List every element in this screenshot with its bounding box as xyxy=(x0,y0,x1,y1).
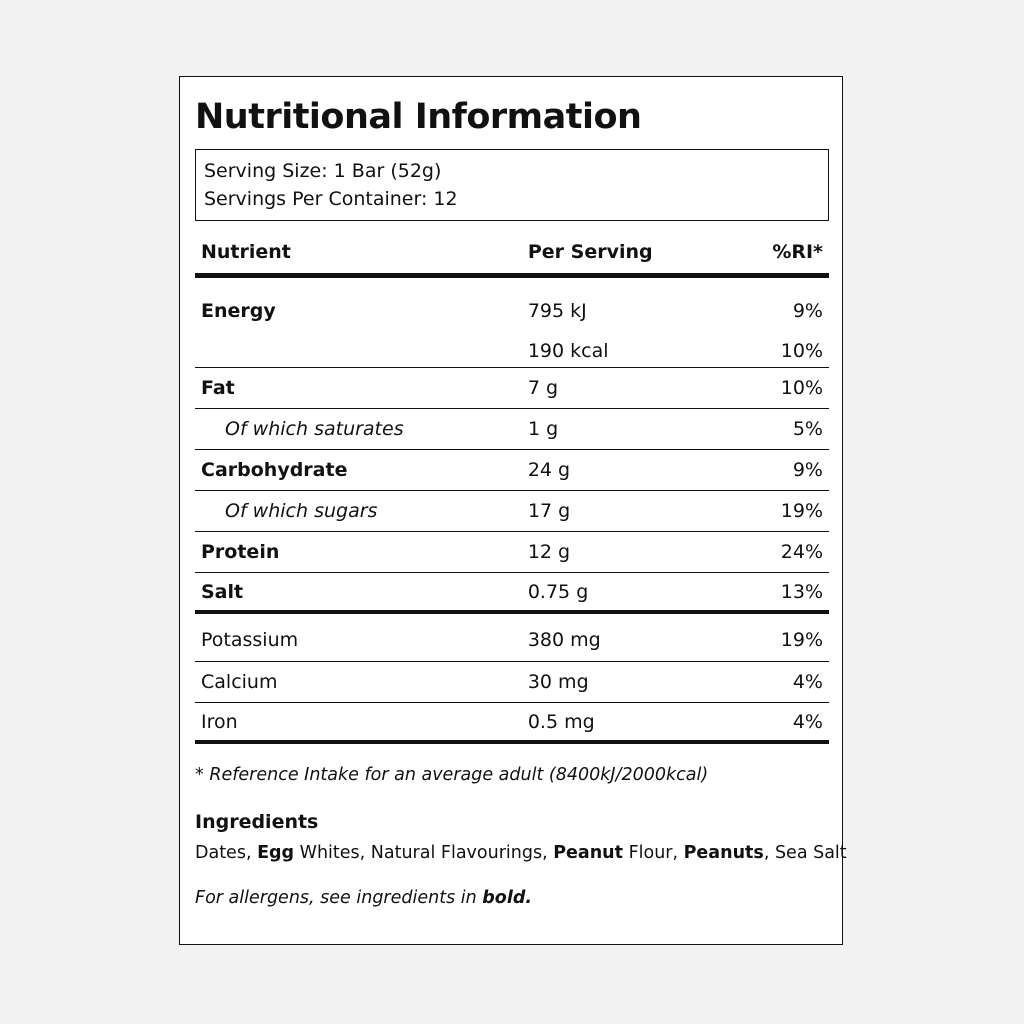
allergen-note-text: For allergens, see ingredients in xyxy=(195,888,483,908)
ri-footnote: * Reference Intake for an average adult (8400kJ/2000kcal) xyxy=(195,765,709,785)
nutrition-label xyxy=(179,76,847,945)
nutrient-name: Salt xyxy=(201,580,244,603)
nutrient-value: 12 g xyxy=(527,541,571,563)
table-row-salt xyxy=(195,573,829,614)
nutrient-name: Fat xyxy=(201,377,235,399)
nutrient-ri: 9% xyxy=(792,300,823,322)
nutrient-value: 30 mg xyxy=(527,671,589,693)
serving-info-box xyxy=(195,149,829,221)
ingredients-list xyxy=(195,843,847,863)
table-row-iron xyxy=(195,703,829,744)
ingredient-text: , Sea Salt xyxy=(763,843,847,863)
table-row-calcium xyxy=(195,662,829,703)
allergen-ingredient: Peanuts xyxy=(683,843,764,863)
table-row-energy-kcal xyxy=(195,334,829,368)
nutrient-name: Of which sugars xyxy=(225,500,378,522)
nutrient-name: Of which saturates xyxy=(225,418,404,440)
table-row-carbohydrate xyxy=(195,450,829,491)
nutrient-name: Energy xyxy=(201,300,276,322)
allergen-ingredient: Peanut xyxy=(553,843,623,863)
allergen-note xyxy=(195,888,532,908)
nutrient-value: 795 kJ xyxy=(527,300,587,322)
nutrient-name: Calcium xyxy=(201,671,278,693)
label-title: Nutritional Information xyxy=(195,97,642,137)
nutrient-name: Potassium xyxy=(201,628,299,651)
nutrient-value: 380 mg xyxy=(527,628,601,651)
ingredient-text: Dates, xyxy=(195,843,258,863)
nutrient-value: 1 g xyxy=(527,418,559,440)
nutrition-table xyxy=(195,231,829,744)
servings-per-container: Servings Per Container: 12 xyxy=(204,188,458,210)
ingredients-heading: Ingredients xyxy=(195,811,319,833)
nutrient-ri: 13% xyxy=(780,580,823,603)
nutrient-ri: 19% xyxy=(780,500,823,522)
nutrient-ri: 5% xyxy=(792,418,823,440)
header-nutrient: Nutrient xyxy=(201,241,291,263)
nutrient-value: 0.75 g xyxy=(527,580,589,603)
nutrient-value: 7 g xyxy=(527,377,559,399)
nutrient-ri: 4% xyxy=(792,710,823,733)
nutrient-name: Carbohydrate xyxy=(201,459,348,481)
table-row-sugars xyxy=(195,491,829,532)
header-ri: %RI* xyxy=(772,241,823,263)
table-header xyxy=(195,231,829,278)
serving-size: Serving Size: 1 Bar (52g) xyxy=(204,160,442,182)
nutrient-name: Iron xyxy=(201,710,238,733)
nutrient-ri: 10% xyxy=(780,339,823,362)
nutrient-ri: 24% xyxy=(780,541,823,563)
ingredient-text: Whites, Natural Flavourings, xyxy=(294,843,554,863)
header-per-serving: Per Serving xyxy=(527,241,653,263)
nutrient-value: 190 kcal xyxy=(527,339,609,362)
nutrient-value: 0.5 mg xyxy=(527,710,595,733)
table-row-energy-kj xyxy=(195,278,829,334)
allergen-ingredient: Egg xyxy=(257,843,295,863)
nutrient-ri: 10% xyxy=(780,377,823,399)
nutrient-value: 24 g xyxy=(527,459,571,481)
allergen-note-bold: bold. xyxy=(482,888,533,908)
nutrient-ri: 19% xyxy=(780,628,823,651)
nutrient-ri: 4% xyxy=(792,671,823,693)
table-row-fat xyxy=(195,368,829,409)
nutrient-ri: 9% xyxy=(792,459,823,481)
nutrient-value: 17 g xyxy=(527,500,571,522)
table-row-saturates xyxy=(195,409,829,450)
table-row-potassium xyxy=(195,614,829,662)
table-row-protein xyxy=(195,532,829,573)
nutrient-name: Protein xyxy=(201,541,280,563)
ingredient-text: Flour, xyxy=(623,843,684,863)
